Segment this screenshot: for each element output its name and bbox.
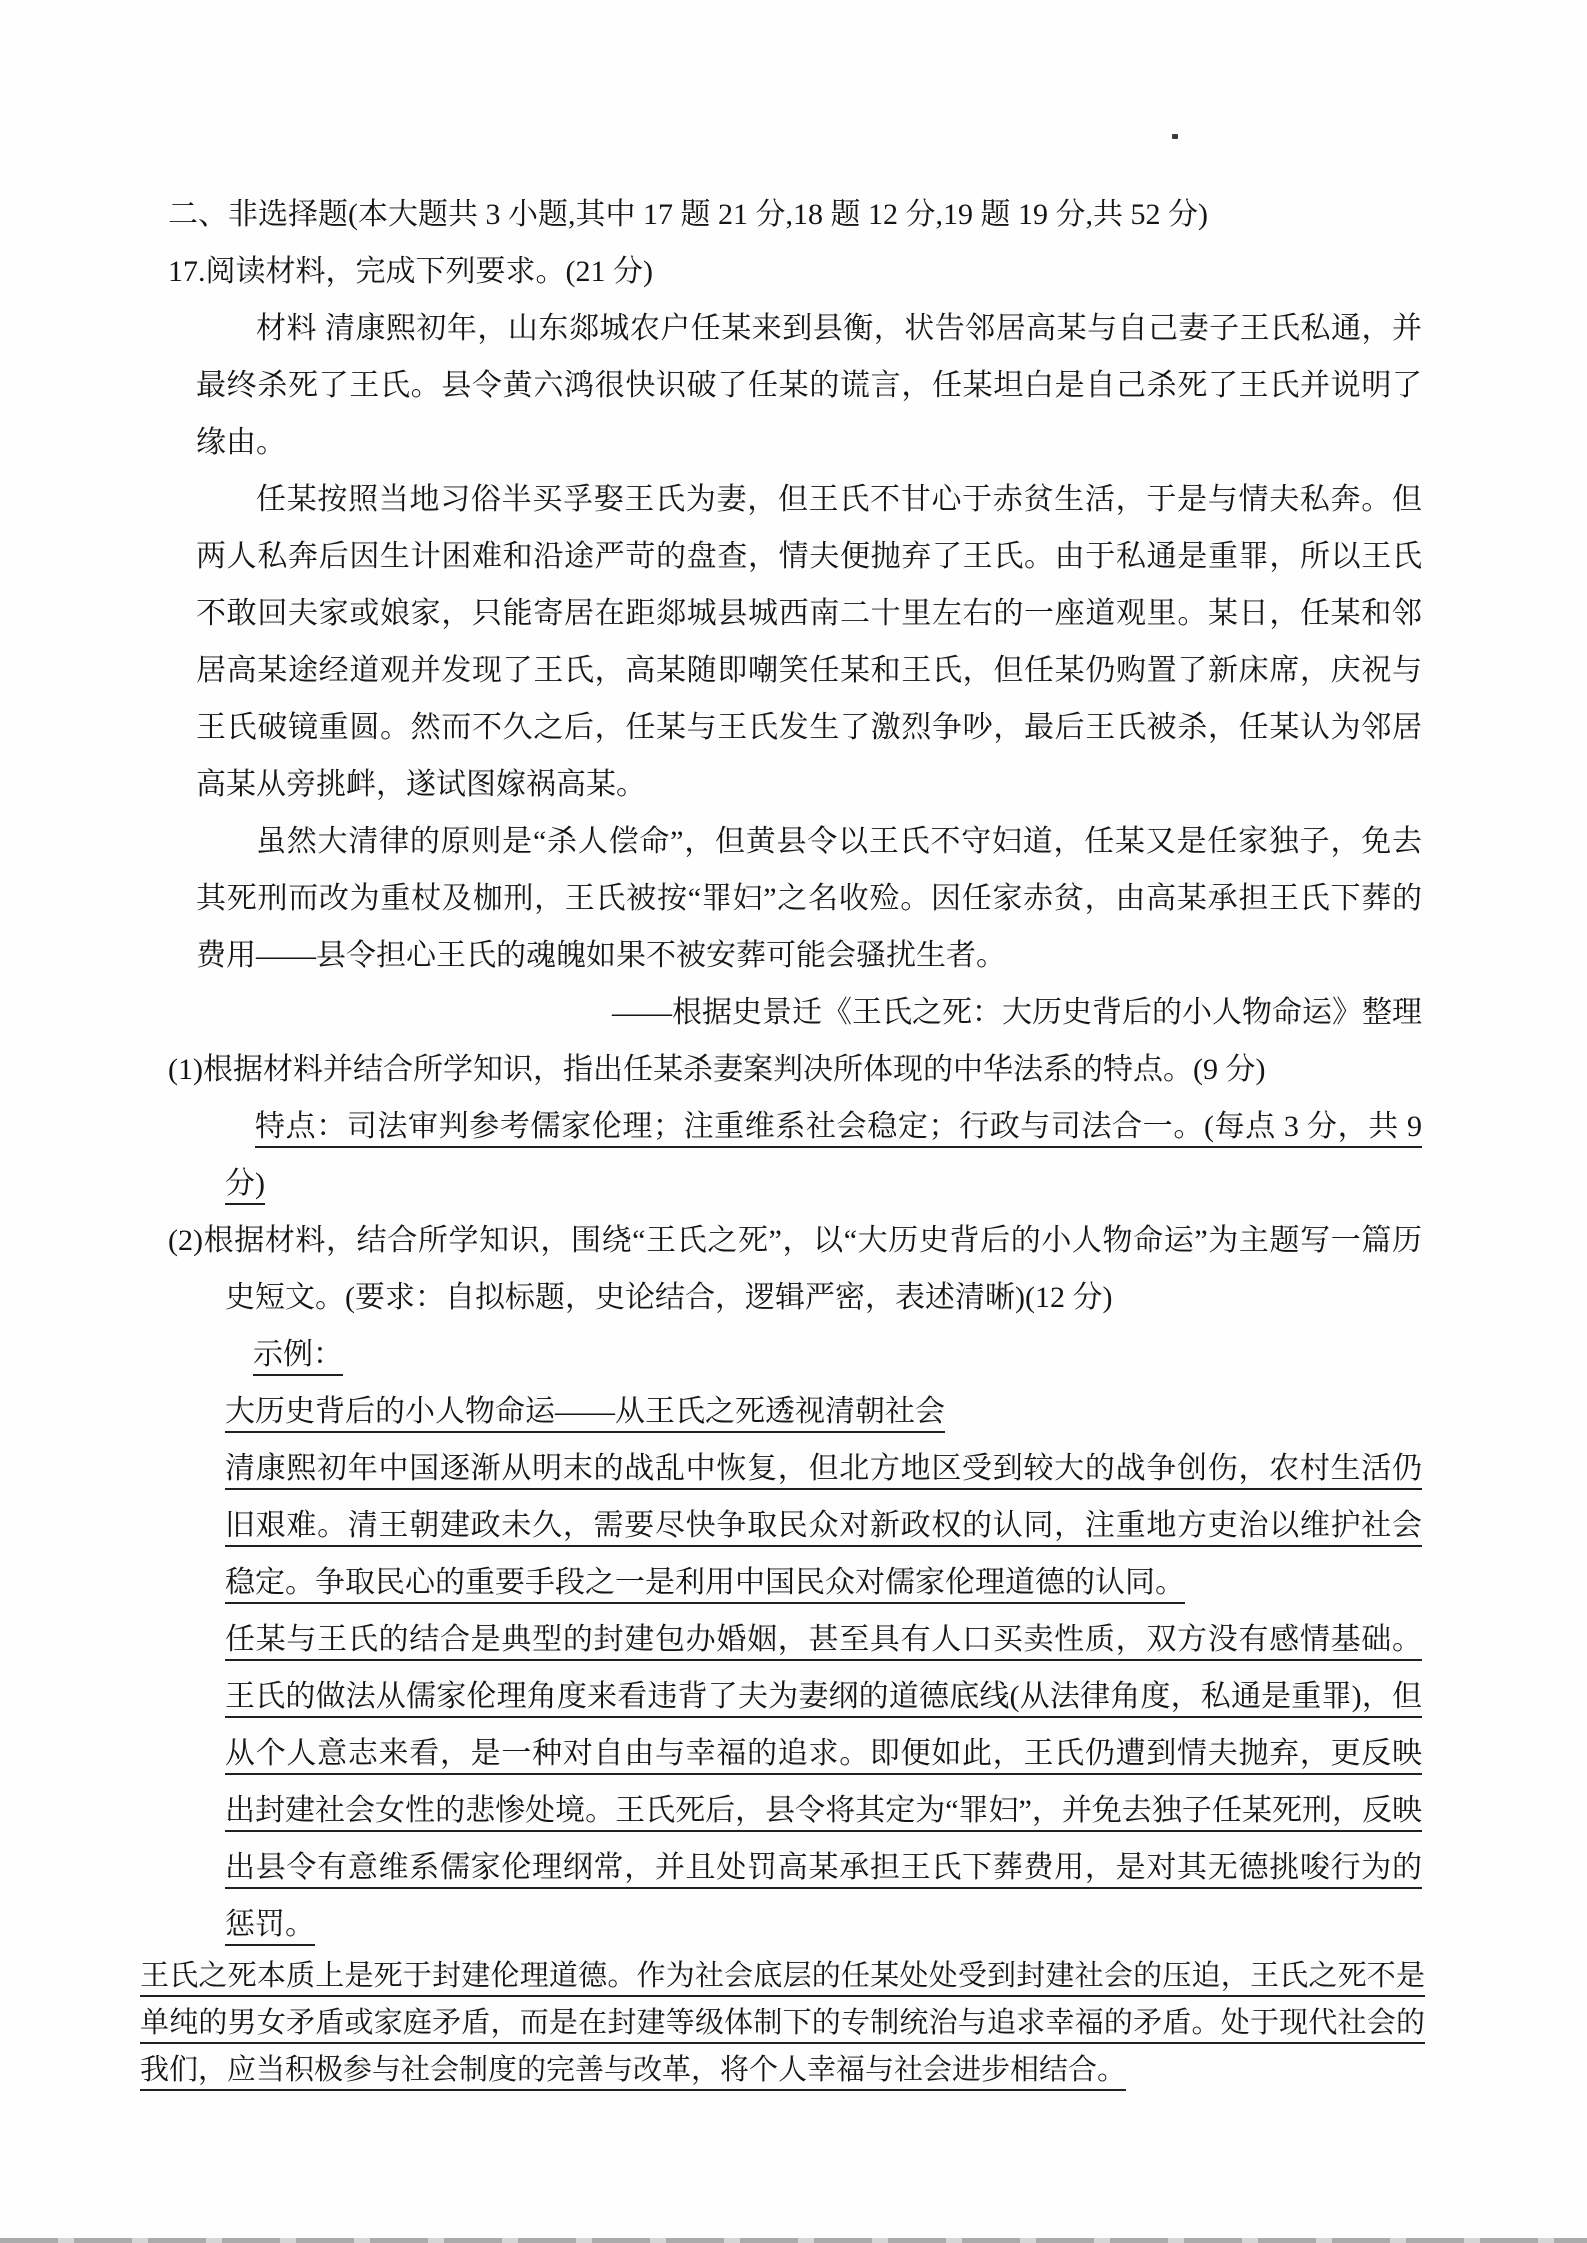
essay-paragraph-1: 清康熙初年中国逐渐从明末的战乱中恢复，但北方地区受到较大的战争创伤，农村生活仍旧艰难。清王朝建政未久，需要尽快争取民众对新政权的认同，注重地方吏治以维护社会稳定。争取民心的重要手段之一是利用中国民众对儒家伦理道德的认同。 bbox=[225, 1452, 1422, 1599]
material-paragraph-2: 任某按照当地习俗半买孚娶王氏为妻，但王氏不甘心于赤贫生活，于是与情夫私奔。但两人私奔后因生计困难和沿途严苛的盘查，情夫便抛弃了王氏。由于私通是重罪，所以王氏不敢回夫家或娘家，只能寄居在距郯城县城西南二十里左右的一座道观里。某日，任某和邻居高某途经道观并发现了王氏，高某随即嘲笑任某和王氏，但任某仍购置了新床席，庆祝与王氏破镜重圆。然而不久之后，任某与王氏发生了激烈争吵，最后王氏被杀，任某认为邻居高某从旁挑衅，遂试图嫁祸高某。 bbox=[196, 483, 1422, 801]
example-label: 示例： bbox=[253, 1338, 343, 1371]
material-block bbox=[168, 300, 1422, 1041]
section-header: 二、非选择题(本大题共 3 小题,其中 17 题 21 分,18 题 12 分,19 题 19 分,共 52 分) bbox=[168, 198, 1208, 231]
question-17-section bbox=[140, 186, 1425, 2094]
material-paragraph-3: 虽然大清律的原则是“杀人偿命”，但黄县令以王氏不守妇道，任某又是任家独子，免去其死刑而改为重杖及枷刑，王氏被按“罪妇”之名收殓。因任家赤贫，由高某承担王氏下葬的费用——县令担心王氏的魂魄如果不被安葬可能会骚扰生者。 bbox=[196, 825, 1422, 972]
scan-speck bbox=[1172, 134, 1178, 139]
material-source-citation: ——根据史景迁《王氏之死：大历史背后的小人物命运》整理 bbox=[612, 996, 1422, 1029]
essay-paragraph-3: 王氏之死本质上是死于封建伦理道德。作为社会底层的任某处处受到封建社会的压迫，王氏之死不是单纯的男女矛盾或家庭矛盾，而是在封建等级体制下的专制统治与追求幸福的矛盾。处于现代社会的我们，应当积极参与社会制度的完善与改革，将个人幸福与社会进步相结合。 bbox=[140, 1960, 1425, 2086]
essay-title: 大历史背后的小人物命运——从王氏之死透视清朝社会 bbox=[225, 1395, 945, 1428]
sub-question-1-answer: 特点：司法审判参考儒家伦理；注重维系社会稳定；行政与司法合一。(每点 3 分，共 9 分) bbox=[225, 1110, 1422, 1200]
sub-question-2: (2)根据材料，结合所学知识，围绕“王氏之死”，以“大历史背后的小人物命运”为主题写一篇历史短文。(要求：自拟标题，史论结合，逻辑严密，表述清晰)(12 分) bbox=[168, 1224, 1422, 1314]
sub-question-1: (1)根据材料并结合所学知识，指出任某杀妻案判决所体现的中华法系的特点。(9 分) bbox=[168, 1053, 1266, 1086]
question-17-title: 17.阅读材料，完成下列要求。(21 分) bbox=[168, 255, 653, 288]
essay-paragraph-2: 任某与王氏的结合是典型的封建包办婚姻，甚至具有人口买卖性质，双方没有感情基础。王氏的做法从儒家伦理角度来看违背了夫为妻纲的道德底线(从法律角度，私通是重罪)，但从个人意志来看，是一种对自由与幸福的追求。即便如此，王氏仍遭到情夫抛弃，更反映出封建社会女性的悲惨处境。王氏死后，县令将其定为“罪妇”，并免去独子任某死刑，反映出县令有意维系儒家伦理纲常，并且处罚高某承担王氏下葬费用，是对其无德挑唆行为的惩罚。 bbox=[225, 1623, 1422, 1941]
example-label-row bbox=[168, 1326, 1422, 1383]
material-paragraph-1: 材料 清康熙初年，山东郯城农户任某来到县衡，状告邻居高某与自己妻子王氏私通，并最终杀死了王氏。县令黄六鸿很快识破了任某的谎言，任某坦白是自己杀死了王氏并说明了缘由。 bbox=[196, 312, 1422, 459]
scan-bottom-edge bbox=[0, 2238, 1587, 2243]
